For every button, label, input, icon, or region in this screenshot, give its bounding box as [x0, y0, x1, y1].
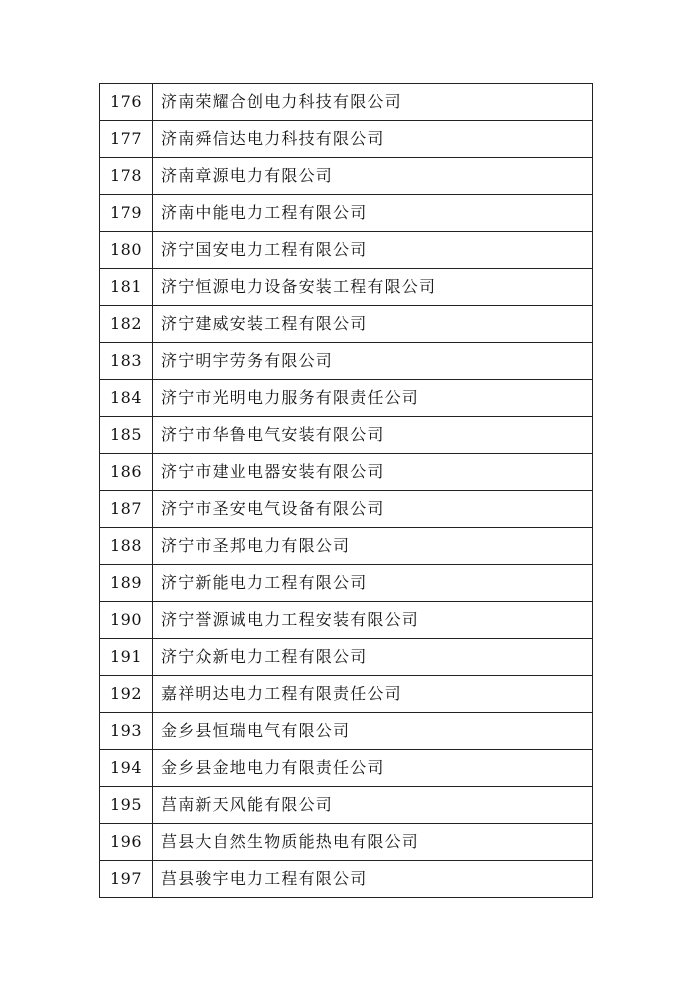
table-row [100, 528, 593, 565]
row-number: 192 [100, 676, 153, 713]
table-row [100, 565, 593, 602]
row-number: 187 [100, 491, 153, 528]
company-name: 金乡县金地电力有限责任公司 [153, 750, 593, 787]
row-number: 179 [100, 195, 153, 232]
table-row [100, 269, 593, 306]
row-number: 196 [100, 824, 153, 861]
table-row [100, 343, 593, 380]
row-number: 184 [100, 380, 153, 417]
table-row [100, 306, 593, 343]
company-name: 济南荣耀合创电力科技有限公司 [153, 84, 593, 121]
row-number: 194 [100, 750, 153, 787]
row-number: 189 [100, 565, 153, 602]
company-name: 济南章源电力有限公司 [153, 158, 593, 195]
company-name: 济宁新能电力工程有限公司 [153, 565, 593, 602]
company-name: 济宁国安电力工程有限公司 [153, 232, 593, 269]
row-number: 186 [100, 454, 153, 491]
company-name: 嘉祥明达电力工程有限责任公司 [153, 676, 593, 713]
table-row [100, 824, 593, 861]
company-name: 济南舜信达电力科技有限公司 [153, 121, 593, 158]
table-row [100, 232, 593, 269]
table-row [100, 639, 593, 676]
row-number: 197 [100, 861, 153, 898]
company-name: 济宁市光明电力服务有限责任公司 [153, 380, 593, 417]
company-name: 济宁建威安装工程有限公司 [153, 306, 593, 343]
row-number: 181 [100, 269, 153, 306]
table-row [100, 195, 593, 232]
company-name: 济宁众新电力工程有限公司 [153, 639, 593, 676]
company-name: 莒县大自然生物质能热电有限公司 [153, 824, 593, 861]
table-row [100, 787, 593, 824]
table-row [100, 602, 593, 639]
company-name: 济宁恒源电力设备安装工程有限公司 [153, 269, 593, 306]
row-number: 183 [100, 343, 153, 380]
row-number: 180 [100, 232, 153, 269]
table-row [100, 380, 593, 417]
table-row [100, 676, 593, 713]
table-row [100, 158, 593, 195]
company-name: 济宁市华鲁电气安装有限公司 [153, 417, 593, 454]
row-number: 195 [100, 787, 153, 824]
row-number: 176 [100, 84, 153, 121]
row-number: 177 [100, 121, 153, 158]
company-list-table [99, 83, 593, 898]
company-name: 金乡县恒瑞电气有限公司 [153, 713, 593, 750]
table-row [100, 491, 593, 528]
table-row [100, 121, 593, 158]
row-number: 185 [100, 417, 153, 454]
table-row [100, 417, 593, 454]
company-name: 济宁市圣邦电力有限公司 [153, 528, 593, 565]
company-name: 济南中能电力工程有限公司 [153, 195, 593, 232]
table-row [100, 861, 593, 898]
company-name: 莒县骏宇电力工程有限公司 [153, 861, 593, 898]
table-row [100, 713, 593, 750]
company-name: 济宁明宇劳务有限公司 [153, 343, 593, 380]
table-row [100, 750, 593, 787]
table-row [100, 454, 593, 491]
row-number: 191 [100, 639, 153, 676]
company-name: 莒南新天风能有限公司 [153, 787, 593, 824]
row-number: 188 [100, 528, 153, 565]
table-row [100, 84, 593, 121]
row-number: 190 [100, 602, 153, 639]
company-name: 济宁市圣安电气设备有限公司 [153, 491, 593, 528]
row-number: 178 [100, 158, 153, 195]
company-name: 济宁誉源诚电力工程安装有限公司 [153, 602, 593, 639]
row-number: 193 [100, 713, 153, 750]
company-name: 济宁市建业电器安装有限公司 [153, 454, 593, 491]
row-number: 182 [100, 306, 153, 343]
company-list-body [100, 84, 593, 898]
